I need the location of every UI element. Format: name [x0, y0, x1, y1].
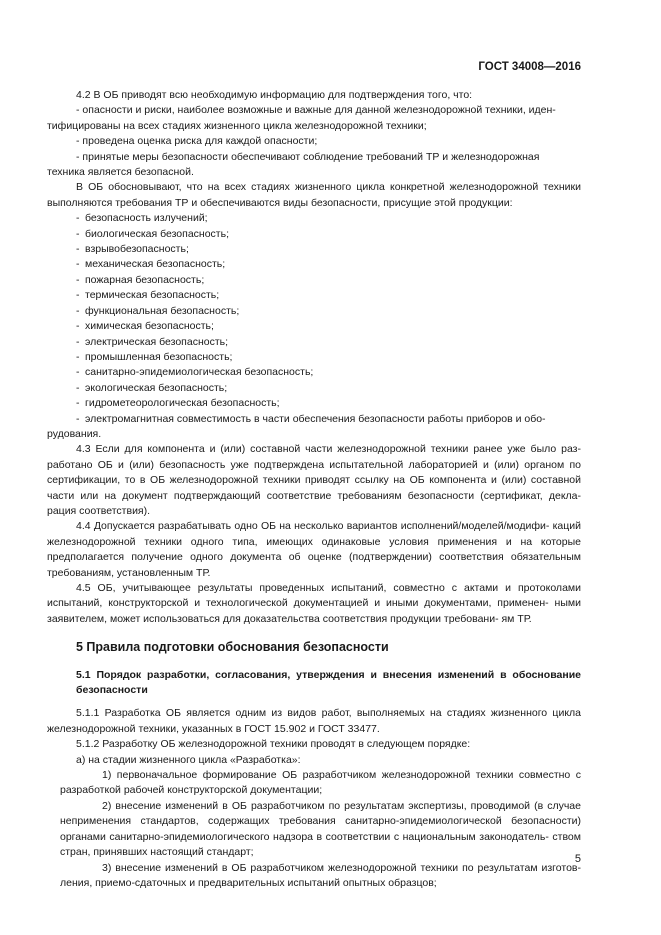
list-item: - проведена оценка риска для каждой опасности;	[76, 135, 318, 148]
paragraph-5-1-1: 5.1.1 Разработка ОБ является одним из видов работ, выполняемых на стадиях жизненного цикла железнодорожной техники, указанных в ГОСТ 15.902 и ГОСТ 33477.	[47, 707, 581, 735]
list-item: - функциональная безопасность;	[76, 304, 240, 317]
list-item-2: 2) внесение изменений в ОБ разработчиком по результатам экспертизы, проводимой (в случае неприменения стандартов, содержащих требования санитарно-эпидемиологической безопасности) органами санитарно-эпидемиологического надзора в соответствии с национальным законодатель- ством стран, принявших настоящий стандарт;	[60, 799, 581, 859]
list-item-1: 1) первоначальное формирование ОБ разработчиком железнодорожной техники совместно с разработкой рабочей конструкторской документации;	[60, 769, 581, 797]
section-5-heading: 5 Правила подготовки обоснования безопасности	[76, 640, 389, 655]
page-number: 5	[574, 853, 581, 865]
list-item-continuation: тифицированы на всех стадиях жизненного цикла железнодорожной техники;	[47, 119, 427, 132]
list-item: - опасности и риски, наиболее возможные и важные для данной железнодорожной техники, иден-	[76, 104, 556, 117]
paragraph-5-1-2: 5.1.2 Разработку ОБ железнодорожной техники проводят в следующем порядке:	[76, 738, 471, 751]
list-item: - электромагнитная совместимость в части обеспечения безопасности работы приборов и обо-	[76, 412, 546, 425]
list-item: - безопасность излучений;	[76, 212, 208, 225]
list-item-continuation: рудования.	[47, 427, 102, 440]
paragraph-4-5: 4.5 ОБ, учитывающее результаты проведенных испытаний, совместно с актами и протоколами испытаний, конструкторской и технологической документацией и иными документами, применен- ными заявителем, может использоваться для доказательства соответствия продукции требовани- ям ТР.	[47, 582, 581, 625]
list-item: - химическая безопасность;	[76, 320, 214, 333]
list-item: - электрическая безопасность;	[76, 335, 229, 348]
list-item: - взрывобезопасность;	[76, 243, 189, 256]
paragraph-4-4: 4.4 Допускается разрабатывать одно ОБ на несколько вариантов исполнений/моделей/модифи- каций железнодорожной техники одного типа, имеющих одинаковые условия применения и на которые предполагается получение одного документа об оценке (подтверждении) соответствия обязательным требованиям, установленным ТР.	[47, 520, 581, 579]
list-item: - санитарно-эпидемиологическая безопасность;	[76, 366, 314, 379]
paragraph-safety-intro: В ОБ обосновывают, что на всех стадиях жизненного цикла конкретной железнодорожной техники выполняются требования ТР и обеспечиваются виды безопасности, присущие этой продукции:	[47, 181, 581, 209]
list-item: - механическая безопасность;	[76, 258, 226, 271]
paragraph-4-2: 4.2 В ОБ приводят всю необходимую информацию для подтверждения того, что:	[76, 89, 473, 101]
list-item: - термическая безопасность;	[76, 289, 220, 302]
list-item-3: 3) внесение изменений в ОБ разработчиком железнодорожной техники по результатам изготов- ления, приемо-сдаточных и предварительных испытаний опытных образцов;	[60, 861, 581, 889]
list-item-continuation: техника является безопасной.	[47, 166, 194, 179]
document-body	[47, 88, 581, 891]
list-item: - биологическая безопасность;	[76, 227, 229, 240]
list-item: - пожарная безопасность;	[76, 273, 205, 286]
section-5-1-heading: 5.1 Порядок разработки, согласования, утверждения и внесения изменений в обоснование безопасности	[76, 668, 581, 697]
list-item: - гидрометеорологическая безопасность;	[76, 397, 280, 410]
list-item: - принятые меры безопасности обеспечивают соблюдение требований ТР и железнодорожная	[76, 150, 540, 163]
list-item-a: а) на стадии жизненного цикла «Разработка»:	[76, 753, 301, 766]
document-header: ГОСТ 34008—2016	[478, 61, 581, 73]
list-item: - экологическая безопасность;	[76, 381, 228, 394]
paragraph-4-3: 4.3 Если для компонента и (или) составной части железнодорожной техники ранее уже было раз- работано ОБ и (или) безопасность уже подтверждена испытательной лабораторией и (или) органом по сертификации, то в ОБ железнодорожной техники приводят ссылку на ОБ компонента и (или) составной части или на документ подтверждающий соответствие требованиям безопасности (сертификат, декла- рация соответствия).	[47, 443, 581, 517]
list-item: - промышленная безопасность;	[76, 350, 233, 363]
